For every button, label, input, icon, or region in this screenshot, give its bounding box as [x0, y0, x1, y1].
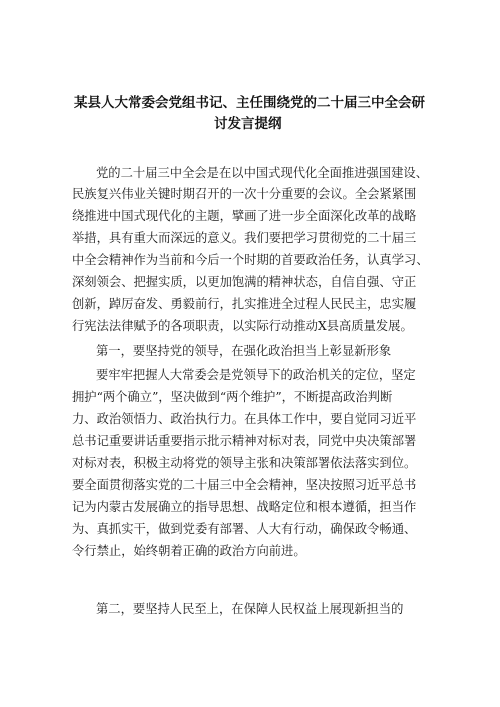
paragraph-2-line-4: 总书记重要讲话重要指示批示精神对标对表，同党中央决策部署	[72, 434, 417, 448]
paragraph-1-line-7: 创新，踔厉奋发、勇毅前行，扎实推进全过程人民民主，忠实履	[72, 297, 417, 311]
paragraph-2-line-6: 要全面贯彻落实党的二十届三中全会精神，坚决按照习近平总书	[72, 478, 417, 492]
paragraph-1-line-8: 行宪法法律赋予的各项职责，以实际行动推动X县高质量发展。	[72, 319, 413, 333]
paragraph-2-line-7: 记为内蒙古发展确立的指导思想、战略定位和根本遵循，担当作	[72, 500, 417, 514]
paragraph-1-line-1: 党的二十届三中全会是在以中国式现代化全面推进强国建设、	[96, 166, 429, 180]
paragraph-2-line-1: 要牢牢把握人大常委会是党领导下的政治机关的定位，坚定	[96, 368, 416, 382]
paragraph-2-line-8: 为、真抓实干，做到党委有部署、人大有行动，确保政令畅通、	[72, 522, 417, 536]
paragraph-2-line-2: 拥护“两个确立”，坚决做到“两个维护”，不断提高政治判断	[72, 390, 393, 404]
paragraph-2-line-3: 力、政治领悟力、政治执行力。在具体工作中，要自觉同习近平	[72, 412, 417, 426]
section-heading-1: 第一，要坚持党的领导，在强化政治担当上彰显新形象	[96, 344, 392, 358]
section-heading-2: 第二，要坚持人民至上，在保障人民权益上展现新担当的	[96, 602, 404, 616]
paragraph-1-line-3: 绕推进中国式现代化的主题，擘画了进一步全面深化改革的战略	[72, 209, 417, 223]
paragraph-1-line-2: 民族复兴伟业关键时期召开的一次十分重要的会议。全会紧紧围	[72, 187, 417, 201]
paragraph-1-line-5: 中全会精神作为当前和今后一个时期的首要政治任务，认真学习、	[72, 253, 429, 267]
paragraph-1-line-4: 举措，具有重大而深远的意义。我们要把学习贯彻党的二十届三	[72, 231, 417, 245]
paragraph-2-line-9: 令行禁止，始终朝着正确的政治方向前进。	[72, 544, 306, 558]
document-title-line-2: 讨发言提纲	[214, 116, 282, 132]
paragraph-1-line-6: 深刻领会、把握实质，以更加饱满的精神状态，自信自强、守正	[72, 275, 417, 289]
document-title-line-1: 某县人大常委会党组书记、主任围绕党的二十届三中全会研	[74, 95, 425, 111]
paragraph-2-line-5: 对标对表，积极主动将党的领导主张和决策部署依法落实到位。	[72, 456, 417, 470]
